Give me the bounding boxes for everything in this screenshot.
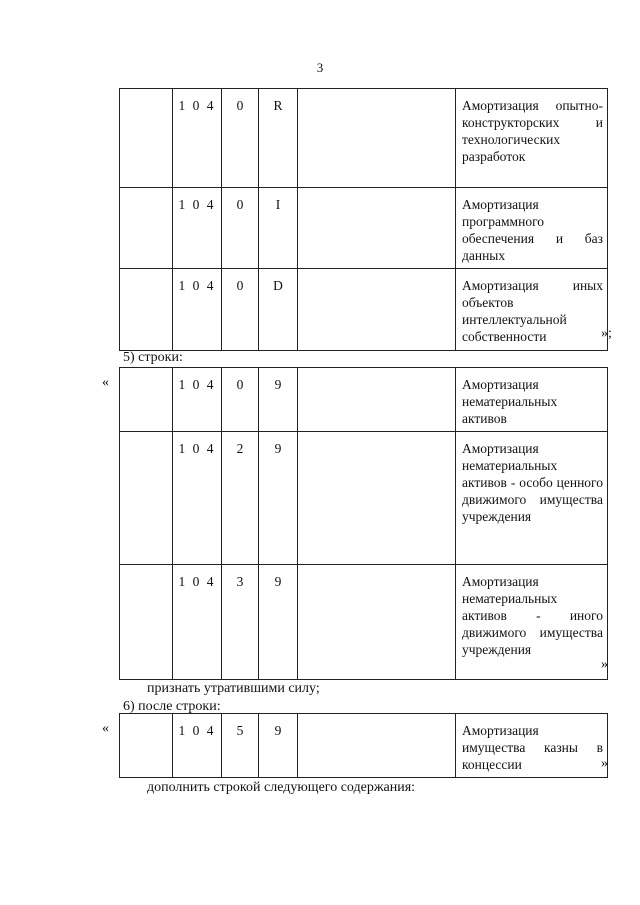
cell-digit: 0 [222,89,259,188]
table-row [120,565,608,680]
cell-name: Амортизация программного обеспечения и баз данных [456,188,608,269]
table-3 [119,713,608,778]
cell-symbol: 9 [259,368,298,432]
cell-empty [120,432,173,565]
cell-empty [298,565,456,680]
cell-code: 1 0 4 [173,188,222,269]
cell-empty [120,565,173,680]
cell-name: Амортизация иных объектов интеллектуальной собственности [456,269,608,351]
page-number: 3 [316,60,324,75]
cell-empty [120,368,173,432]
cell-empty [298,188,456,269]
cell-empty [120,269,173,351]
cell-empty [120,89,173,188]
supplement-text: дополнить строкой следующего содержания: [147,780,416,795]
cell-name: Амортизация опытно-конструкторских и технологических разработок [456,89,608,188]
cell-empty [298,368,456,432]
close-quote: » [601,657,608,672]
table-row [120,188,608,269]
cell-symbol: R [259,89,298,188]
table-2 [119,367,608,680]
cell-symbol: 9 [259,432,298,565]
cell-symbol: 9 [259,565,298,680]
table-row [120,368,608,432]
recognize-text: признать утратившими силу; [147,681,320,696]
cell-code: 1 0 4 [173,714,222,778]
cell-symbol: I [259,188,298,269]
cell-name: Амортизация нематериальных активов - особо ценного движимого имущества учреждения [456,432,608,565]
table-row [120,269,608,351]
cell-empty [120,714,173,778]
cell-digit: 0 [222,269,259,351]
table-1 [119,88,608,351]
cell-digit: 3 [222,565,259,680]
cell-empty [298,269,456,351]
cell-empty [298,432,456,565]
cell-code: 1 0 4 [173,565,222,680]
open-quote: « [102,375,109,390]
cell-digit: 0 [222,368,259,432]
cell-code: 1 0 4 [173,89,222,188]
cell-empty [120,188,173,269]
item-5-label: 5) строки: [123,350,183,365]
close-quote: » [601,756,608,771]
cell-code: 1 0 4 [173,432,222,565]
cell-empty [298,714,456,778]
cell-name: Амортизация имущества казны в концессии [456,714,608,778]
cell-digit: 2 [222,432,259,565]
table-row [120,432,608,565]
cell-empty [298,89,456,188]
table-row [120,714,608,778]
cell-symbol: 9 [259,714,298,778]
cell-name: Амортизация нематериальных активов - иного движимого имущества учреждения [456,565,608,680]
cell-code: 1 0 4 [173,368,222,432]
cell-code: 1 0 4 [173,269,222,351]
cell-name: Амортизация нематериальных активов [456,368,608,432]
item-6-label: 6) после строки: [123,699,221,714]
close-quote: »; [601,326,612,341]
cell-digit: 0 [222,188,259,269]
cell-digit: 5 [222,714,259,778]
open-quote: « [102,721,109,736]
table-row [120,89,608,188]
cell-symbol: D [259,269,298,351]
